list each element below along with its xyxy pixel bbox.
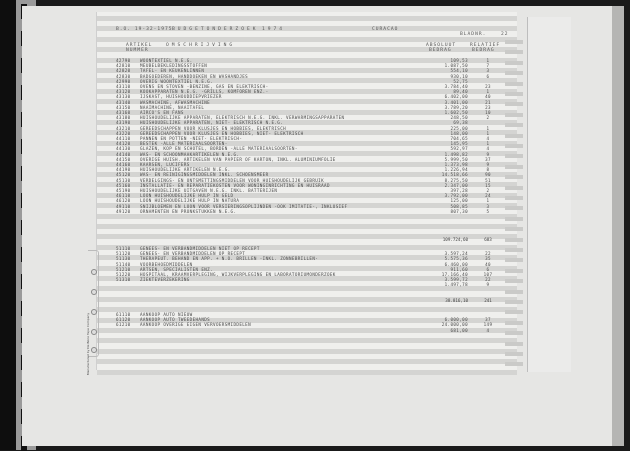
cell-abs: 807,30 [450, 208, 468, 214]
cell-rel: 22 [485, 277, 491, 283]
cell-desc: GENEES- EN VERBANDMIDDELEN NIET OP RECEPT [140, 246, 260, 251]
cell-code: 43120 [116, 89, 131, 95]
cell-desc: AANKOOP AUTO TWEEDEHANDS [140, 317, 211, 323]
cell-rel: 10 [485, 110, 491, 115]
cell-desc: KAARSEN, LUCIFERS [140, 162, 190, 167]
stub-band [505, 134, 523, 138]
report-title: BUDGETONDERZOEK [172, 27, 259, 32]
cell-code: 45190 [116, 188, 131, 193]
cell-abs: 592,97 [450, 146, 468, 152]
cell-code: 46110 [116, 193, 131, 199]
cell-abs: 930,10 [450, 73, 468, 79]
cell-desc: GENEES- EN VERBANDMIDDELEN OP RECEPT [140, 251, 246, 257]
cell-abs: 3.792,00 [444, 193, 468, 199]
cell-abs: 225,00 [450, 125, 468, 131]
stub-band [505, 362, 523, 366]
total-relative: 683 [484, 237, 492, 242]
cell-abs: 2.347,00 [444, 182, 468, 188]
cell-desc: THERAPEUT. BEHAND EN APP. + N.O. BRILLEN -INKL. ZONNEBRILLEN- [140, 256, 319, 262]
cell-desc: INSTALLATIE- EN REPARATIEKOSTEN VOOR WONINGINRICHTING EN HUISRAAD [140, 182, 330, 188]
cell-abs: 3.789,20 [444, 104, 468, 110]
page-number: 22 [501, 32, 509, 37]
cell-code: 43210 [116, 125, 131, 131]
cell-desc: KOOKAPPARATEN N.E.G. -GRILLS, KOMFOREN ENZ.- [140, 89, 269, 95]
cell-abs: 1.226,94 [444, 167, 468, 173]
cell-rel: 51 [485, 177, 491, 183]
table-row [100, 209, 510, 215]
stub-band [505, 144, 523, 148]
cell-code: 44150 [116, 156, 131, 162]
stub-band [505, 290, 523, 294]
cell-rel: 2 [486, 188, 490, 193]
total-absolute: 109.724,60 [442, 237, 468, 242]
stub-band [505, 196, 523, 200]
stub-band [505, 92, 523, 96]
cell-rel: 5 [486, 208, 490, 214]
cell-desc: WAS- EN SCHOONMAAKARTIKELEN N.E.G. [140, 151, 240, 157]
table-row [100, 282, 510, 288]
cell-abs: 3.401,00 [444, 99, 468, 105]
print-band [97, 359, 517, 364]
cell-rel: 22 [485, 251, 491, 257]
cell-abs: 6.000,00 [444, 317, 468, 323]
stub-band [505, 102, 523, 106]
cell-desc: MEUBELBEKLEDINGSSTOFFEN [140, 63, 208, 69]
cell-code: 43190 [116, 120, 131, 126]
cell-desc: WAS- EN REINIGINGSMIDDELEN INKL. SCHOENSMEER [140, 172, 269, 178]
cell-desc: VERDELGINGS- EN ONTSMETTINGSMIDDELEN VOOR HUISHOUDELIJK GEBRUIK [140, 177, 325, 183]
stub-band [505, 50, 523, 54]
cell-abs: 148,00 [450, 130, 468, 136]
cell-rel: 35 [485, 256, 491, 262]
margin-note: Manufactured by De Bono Tape Company [86, 312, 90, 375]
cell-desc: HUISHOUDELIJKE UITGAVEN N.E.G. INKL. BATTERIJEN [140, 188, 278, 193]
cell-code: 49120 [116, 208, 131, 214]
cell-desc: OVERIG WOONTEXTIEL N.E.G. [140, 78, 214, 84]
cell-rel: 6 [486, 266, 490, 272]
cell-desc: BESTEK -ALLE MATERIAALSOORTEN- [140, 141, 228, 147]
cell-code: 42990 [116, 78, 131, 84]
cell-abs: 8.275,50 [444, 177, 468, 183]
cell-code: 44130 [116, 146, 131, 152]
paper-edge [612, 6, 624, 446]
cell-code: 44120 [116, 141, 131, 147]
cell-desc: GLAZEN, KOP EN SCHOTEL, BORDEN -ALLE MATERIAALSOORTEN- [140, 146, 298, 152]
cell-desc: OVERIGE HUISH. ARTIKELEN VAN PAPIER OF KARTON, INKL. ALUMINIUMFOLIE [140, 156, 336, 162]
stub-band [505, 71, 523, 75]
cell-code: 43160 [116, 110, 131, 115]
cell-code: 45160 [116, 182, 131, 188]
cell-code: 61110 [116, 312, 131, 317]
stub-band [505, 321, 523, 325]
cell-desc: NAAIMACHINE, NAAITAFEL [140, 104, 205, 110]
cell-desc: LOON HUISHOUDELIJKE HULP IN GELD [140, 193, 234, 199]
cell-rel: 3 [486, 203, 490, 209]
cell-rel: 3 [486, 68, 490, 74]
cell-rel: 6 [486, 73, 490, 79]
col-relative-line2: BEDRAG [472, 48, 495, 53]
cell-abs: 125,00 [450, 198, 468, 204]
stub-band [505, 331, 523, 335]
cell-abs: 24.000,00 [441, 322, 468, 328]
cell-desc: GEREEDSCHAPPEN VOOR KLUSJES EN HOBBIES, ELEKTRISCH [140, 125, 287, 131]
stub-band [505, 310, 523, 314]
cell-code: 44160 [116, 162, 131, 167]
stub-band [505, 258, 523, 262]
cell-rel: 1 [486, 125, 490, 131]
cell-desc: LOON HUISHOUDELIJKE HULP IN NATURA [140, 198, 240, 204]
cell-abs: 6.402,00 [444, 94, 468, 100]
cell-abs: 6.460,00 [444, 261, 468, 267]
cell-code: 51120 [116, 251, 131, 257]
print-band [97, 16, 517, 21]
stub-band [505, 279, 523, 283]
cell-abs: 554,10 [450, 68, 468, 74]
cell-desc: AANKOOP AUTO NIEUW [140, 312, 193, 317]
cell-code: 44140 [116, 151, 131, 157]
cell-desc: HUISHOUDELIJKE ARTIKELEN N.E.G. [140, 167, 231, 173]
total-absolute: 38.816,10 [445, 298, 468, 303]
cell-code: 51310 [116, 277, 131, 283]
report-location: CURACAO [372, 27, 399, 32]
print-band [97, 338, 517, 343]
cell-abs: 3.597,24 [444, 251, 468, 257]
cell-rel: 37 [485, 156, 491, 162]
stub-band [505, 113, 523, 117]
cell-abs: 1.497,78 [444, 282, 468, 288]
cell-abs: 911,60 [450, 266, 468, 272]
stub-band [505, 217, 523, 221]
col-article-line1: ARTIKEL [126, 43, 153, 48]
cell-abs: 1.498,82 [444, 151, 468, 157]
cell-code: 51210 [116, 266, 131, 272]
cell-abs: 508,85 [450, 203, 468, 209]
cell-abs: 5.575,36 [444, 256, 468, 262]
report-year: 1974 [262, 27, 286, 32]
stub-band [505, 61, 523, 65]
cell-abs: 69,38 [453, 120, 468, 126]
cell-rel: 9 [486, 151, 490, 157]
cell-abs: 5.999,50 [444, 156, 468, 162]
cell-rel: 4 [486, 146, 490, 152]
cell-rel: 15 [485, 182, 491, 188]
cell-rel: 1 [486, 141, 490, 147]
cell-rel: 8 [486, 167, 490, 173]
print-band [97, 37, 517, 42]
cell-rel: 149 [483, 322, 493, 328]
stub-band [505, 206, 523, 210]
stub-band [505, 352, 523, 356]
cell-rel: 23 [485, 104, 491, 110]
form-stub [527, 17, 571, 372]
cell-desc: AIRCO'S EN FANS [140, 110, 184, 115]
stub-band [505, 238, 523, 242]
cell-abs: 109,53 [450, 58, 468, 63]
cell-desc: PANNEN EN POTTEN -NIET- ELEKTRISCH- [140, 136, 243, 141]
cell-desc: ORNAMENTEN EN PRONKSTUKKEN N.E.G. [140, 208, 237, 214]
cell-abs: 397,28 [450, 188, 468, 193]
cell-code: 44110 [116, 136, 131, 141]
cell-rel: 7 [486, 63, 490, 69]
stub-band [505, 165, 523, 169]
cell-rel: 40 [485, 261, 491, 267]
cell-code: 43130 [116, 94, 131, 100]
cell-abs: 1.602,50 [444, 110, 468, 115]
col-absolute-line2: BEDRAG [429, 48, 452, 53]
cell-desc: GEREEDSCHAPPEN VOOR KLUSJES EN HOBBIES, NIET- ELEKTRISCH [140, 130, 304, 136]
cell-abs: 1.373,98 [444, 162, 468, 167]
cell-code: 49110 [116, 203, 131, 209]
cell-code: 43220 [116, 130, 131, 136]
cell-desc: WASMACHINE, AFWASMACHINE [140, 99, 211, 105]
cell-rel: 1 [486, 198, 490, 204]
cell-code: 61120 [116, 317, 131, 323]
cell-desc: BADGOEDEREN, HANDDOEKEN EN WASHANDJES [140, 73, 249, 79]
cell-rel: 9 [486, 282, 490, 288]
cell-desc: ZIEKTEVERZEKERING [140, 277, 190, 283]
cell-desc: IJSKAST, HUISHOUDDIEPVRIEZER [140, 94, 222, 100]
cell-code: 43110 [116, 84, 131, 89]
col-relative-line1: RELATIEF [470, 43, 501, 48]
cell-desc: OVENS EN STOVEN -BENZINE, GAS EN ELEKTRISCH- [140, 84, 269, 89]
stub-band [505, 269, 523, 273]
cell-desc: SNIJBLOEMEN EN LOON VOOR VERSIERINGSOPLIJNDEN -OOK IMITATIE-, INKLUSIEF [140, 203, 348, 209]
cell-code: 42830 [116, 73, 131, 79]
cell-desc: AANKOOP OVERIGE EIGEN VERVOERSMIDDELEN [140, 322, 252, 328]
cell-abs: 145,95 [450, 141, 468, 147]
cell-code: 43150 [116, 104, 131, 110]
cell-rel: 40 [485, 94, 491, 100]
print-band [97, 370, 517, 375]
cell-desc: HOSPITAAL, KRAAMVERPLEGING, WIJKVERPLEGING EN LABORATORIUMONDERZOEK [140, 272, 336, 277]
total-relative: 241 [484, 298, 492, 303]
cell-desc: VOORBEHOEDMIDDELEN [140, 261, 193, 267]
cell-abs: 3.784,40 [444, 84, 468, 89]
section-total [100, 298, 510, 304]
cell-rel: 4 [486, 136, 490, 141]
cell-rel: 107 [483, 272, 493, 277]
cell-code: 51130 [116, 256, 131, 262]
cell-rel: 37 [485, 317, 491, 323]
cell-code: 42810 [116, 63, 131, 69]
cell-code: 44190 [116, 167, 131, 173]
print-band [97, 349, 517, 354]
cell-rel: 1 [486, 89, 490, 95]
stub-band [505, 82, 523, 86]
col-article-line2: NUMMER [126, 48, 149, 53]
stub-band [505, 300, 523, 304]
cell-abs: 3.599,72 [444, 277, 468, 283]
cell-code: 43180 [116, 115, 131, 121]
cell-abs: 52,75 [453, 78, 468, 84]
cell-rel: 4 [486, 327, 490, 333]
cell-rel: 21 [485, 99, 491, 105]
cell-rel: 2 [486, 115, 490, 121]
cell-desc: HUISHOUDELIJKE APPARATEN, ELEKTRISCH N.E.G. INKL. VERWARMINGSAPPARATEN [140, 115, 345, 121]
cell-rel: 1 [486, 58, 490, 63]
stub-band [505, 40, 523, 44]
cell-code: 46120 [116, 198, 131, 204]
cell-desc: WOONTEXTIEL N.E.G. [140, 58, 193, 63]
col-absolute-line1: ABSOLUUT [426, 43, 457, 48]
col-description: OMSCHRIJVING [166, 43, 236, 48]
cell-desc: TAFEL- EN KEUKENLINNEN [140, 68, 205, 74]
cell-code: 51110 [116, 246, 131, 251]
page-label: BLADNR. [460, 32, 487, 37]
cell-rel: 9 [486, 162, 490, 167]
stub-band [505, 227, 523, 231]
section-total [100, 237, 510, 243]
stub-band [505, 175, 523, 179]
cell-desc: ARTSEN, SPECIALISTEN ENZ. [140, 266, 214, 272]
cell-code: 42790 [116, 58, 131, 63]
cell-abs: 681,00 [450, 327, 468, 333]
cell-abs: 14.518,66 [441, 172, 468, 178]
stub-band [505, 186, 523, 190]
cell-abs: 89,40 [453, 89, 468, 95]
stub-band [505, 248, 523, 252]
cell-code: 61210 [116, 322, 131, 328]
stub-band [505, 123, 523, 127]
cell-desc: HUISHOUDELIJKE APPARATEN, NIET- ELEKTRISCH N.E.G. [140, 120, 284, 126]
cell-code: 45120 [116, 172, 131, 178]
cell-code: 43140 [116, 99, 131, 105]
cell-abs: 704,65 [450, 136, 468, 141]
cell-abs: 1.087,50 [444, 63, 468, 69]
cell-abs: 248,50 [450, 115, 468, 121]
cell-rel: 1 [486, 130, 490, 136]
cell-code: 45130 [116, 177, 131, 183]
cell-abs: 17.166,40 [441, 272, 468, 277]
film-border [0, 0, 16, 450]
table-row [100, 328, 510, 334]
print-band [97, 224, 517, 229]
stub-band [505, 154, 523, 158]
cell-rel: 90 [485, 172, 491, 178]
cell-code: 51140 [116, 261, 131, 267]
cell-code: 42820 [116, 68, 131, 74]
stub-band [505, 342, 523, 346]
report-code: B.O. 19-32-1975 [116, 27, 173, 32]
cell-rel: 23 [485, 84, 491, 89]
cell-rel: 24 [485, 193, 491, 199]
cell-code: 51220 [116, 272, 131, 277]
